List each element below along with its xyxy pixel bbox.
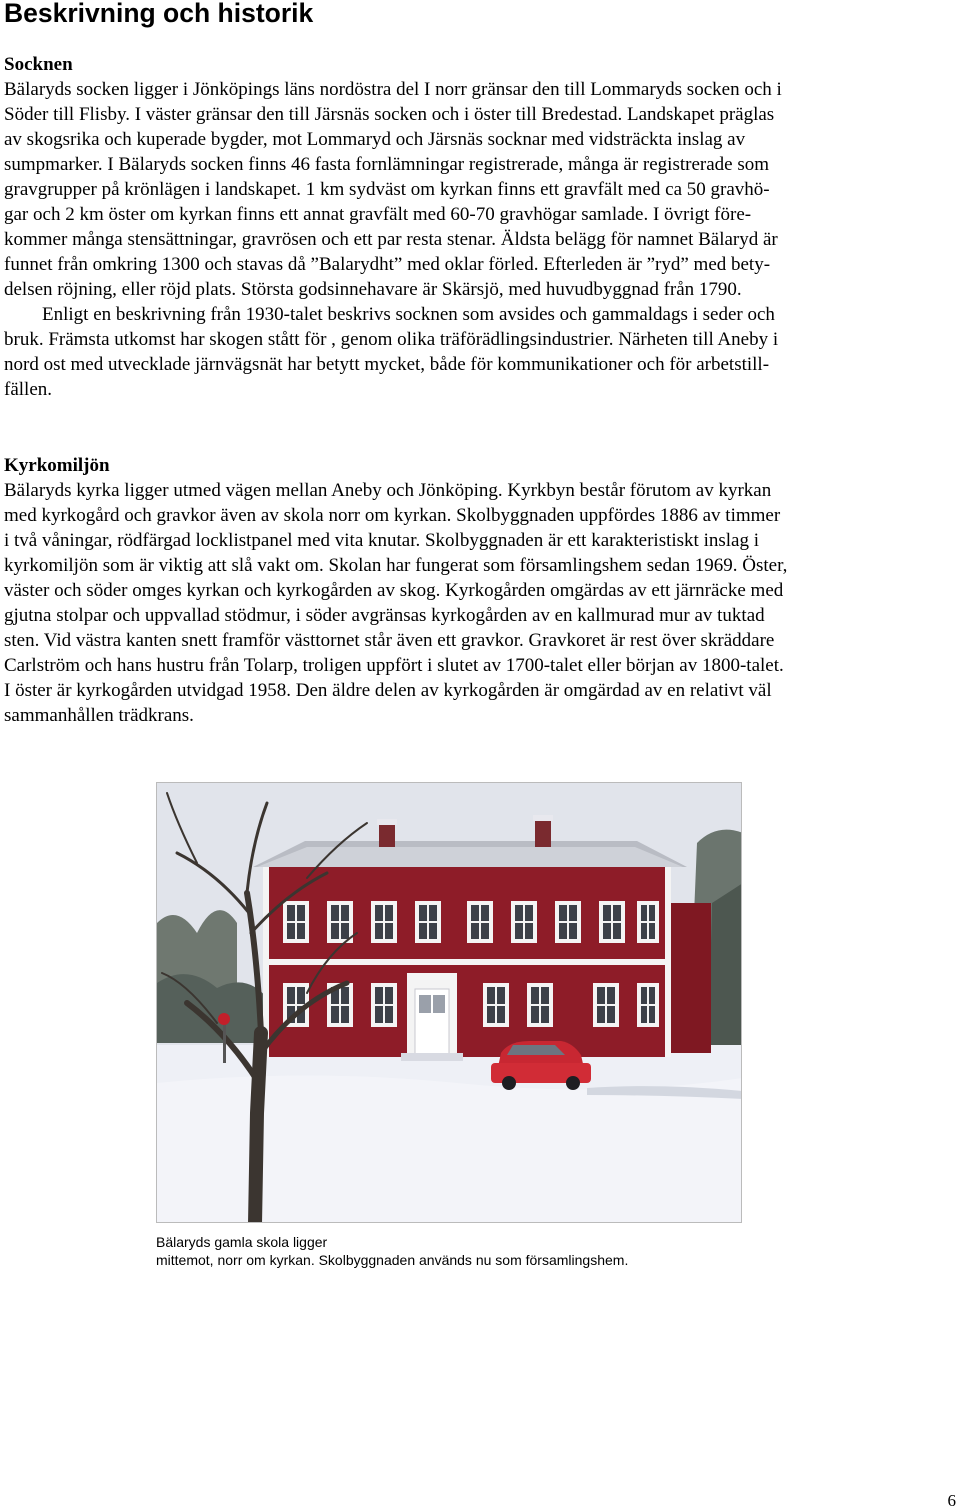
text-line: i två våningar, rödfärgad locklistpanel med vita knutar. Skolbyggnaden är ett karakteristiskt inslag i [4,530,759,551]
text-line: gravgrupper på krönlägen i landskapet. 1 km sydväst om kyrkan finns ett gravfält med ca 50 gravhö- [4,179,770,200]
photo-caption-line: Bälaryds gamla skola ligger [156,1234,328,1250]
text-line: gjutna stolpar och uppvallad stödmur, i söder avgränsas kyrkogården av en kallmurad mur av tuktad [4,605,765,626]
text-line: Carlström och hans hustru från Tolarp, troligen uppfört i slutet av 1700-talet eller början av 1800-talet. [4,655,784,676]
school-building-photo [156,782,742,1223]
text-line: väster och söder omges kyrkan och kyrkogården av skog. Kyrkogården omgärdas av ett järnräcke med [4,580,784,601]
text-line: med kyrkogård och gravkor även av skola norr om kyrkan. Skolbyggnaden uppfördes 1886 av timmer [4,505,781,526]
text-line: bruk. Främsta utkomst har skogen stått för , genom olika träförädlingsindustrier. Närheten till Aneby i [4,329,779,350]
text-line: Bälaryds kyrka ligger utmed vägen mellan Aneby och Jönköping. Kyrkbyn består förutom av kyrkan [4,480,772,501]
photo-caption-line: mittemot, norr om kyrkan. Skolbyggnaden används nu som församlingshem. [156,1252,629,1268]
text-line: kyrkomiljön som är viktig att slå vakt om. Skolan har fungerat som församlingshem sedan 1969. Öster, [4,555,788,576]
page-number: 6 [947,1491,956,1510]
text-line: delsen röjning, eller röjd plats. Största godsinnehavare är Skärsjö, med huvudbyggnad från 1790. [4,279,742,300]
section-heading-socknen: Socknen [4,54,73,75]
text-line: sumpmarker. I Bälaryds socken finns 46 fasta fornlämningar registrerade, många är registrerade som [4,154,770,175]
text-line: kommer många stensättningar, gravrösen och ett par resta stenar. Äldsta belägg för namnet Bälaryd är [4,229,778,250]
text-line: Bälaryds socken ligger i Jönköpings läns nordöstra del I norr gränsar den till Lommaryds socken och i [4,79,782,100]
text-line: I öster är kyrkogården utvidgad 1958. Den äldre delen av kyrkogården är omgärdad av en relativt väl [4,680,772,701]
page-title: Beskrivning och historik [4,0,314,28]
text-line: nord ost med utvecklade järnvägsnät har betytt mycket, både för kommunikationer och för arbetstill- [4,354,770,375]
text-line: sammanhållen trädkrans. [4,705,194,726]
section-heading-kyrkomiljon: Kyrkomiljön [4,455,110,476]
text-line: Söder till Flisby. I väster gränsar den till Järsnäs socken och i öster till Bredestad. Landskapet präglas [4,104,775,125]
text-line: sten. Vid västra kanten snett framför västtornet står även ett gravkor. Gravkoret är rest över skräddare [4,630,775,651]
text-line: Enligt en beskrivning från 1930-talet beskrivs socknen som avsides och gammaldags i seder och [4,304,775,325]
text-line: funnet från omkring 1300 och stavas då ”Balarydht” med oklar förled. Efterleden är ”ryd” med bety- [4,254,771,275]
text-line: fällen. [4,379,53,400]
text-line: gar och 2 km öster om kyrkan finns ett annat gravfält med 60-70 gravhögar samlade. I övrigt före- [4,204,752,225]
text-line: av skogsrika och kuperade bygder, mot Lommaryd och Järsnäs socknar med vidsträckta inslag av [4,129,746,150]
